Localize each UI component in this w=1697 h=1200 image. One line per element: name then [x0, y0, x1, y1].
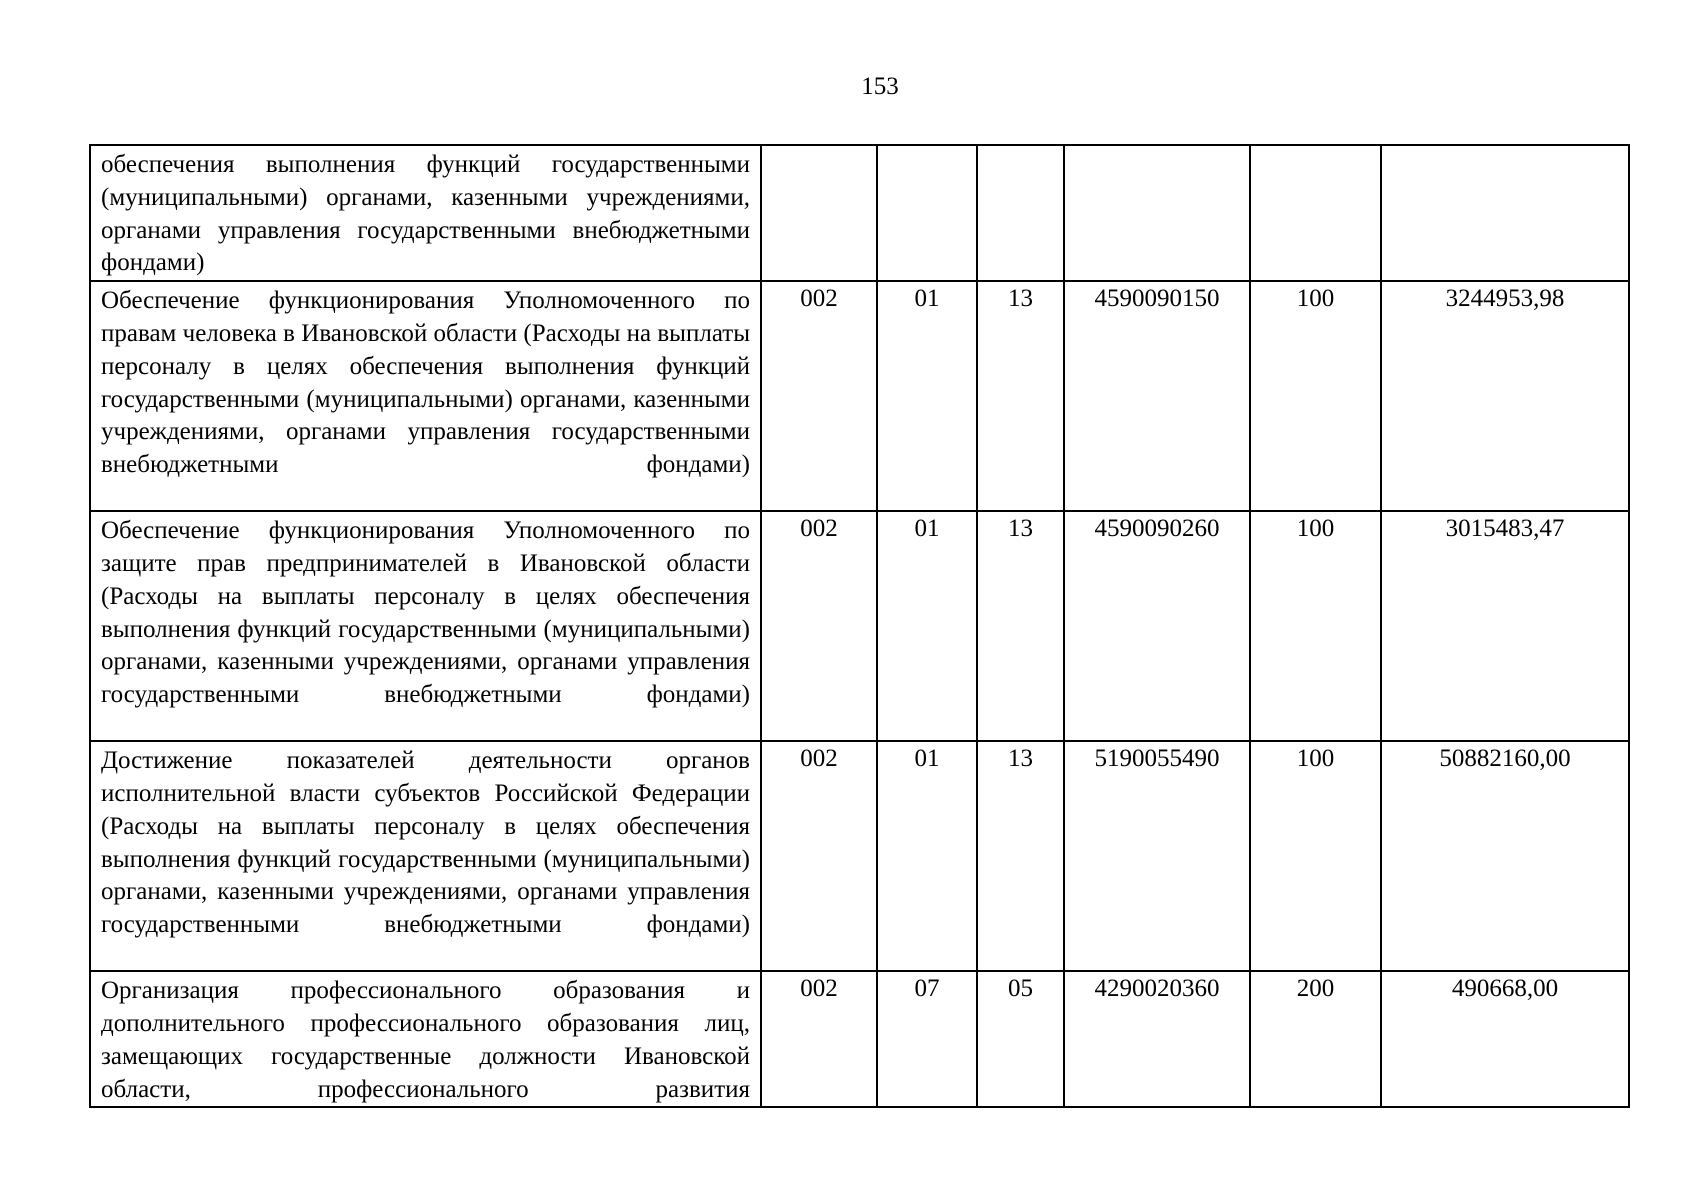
- target-article-code: 4590090260: [1064, 511, 1250, 741]
- target-article-code: 4590090150: [1064, 281, 1250, 511]
- section-code: 01: [877, 281, 977, 511]
- table-row: [90, 741, 1629, 971]
- ministry-code: 002: [761, 281, 877, 511]
- subsection-code: 13: [977, 741, 1064, 971]
- expense-type-code: [1250, 145, 1381, 281]
- row-description: Достижение показателей деятельности органов исполнительной власти субъектов Российской Федерации (Расходы на выплаты персоналу в целях обеспечения выполнения функций государственными (муниципальными) органами, казенными учреждениями, органами управления государственными внебюджетными фондами): [90, 741, 761, 971]
- target-article-code: 5190055490: [1064, 741, 1250, 971]
- ministry-code: 002: [761, 741, 877, 971]
- expense-type-code: 100: [1250, 281, 1381, 511]
- subsection-code: [977, 145, 1064, 281]
- page-number: 153: [861, 73, 899, 100]
- section-code: [877, 145, 977, 281]
- row-description: Обеспечение функционирования Уполномоченного по правам человека в Ивановской области (Расходы на выплаты персоналу в целях обеспечения выполнения функций государственными (муниципальными) органами, казенными учреждениями, органами управления государственными внебюджетными фондами): [90, 281, 761, 511]
- table-row: [90, 281, 1629, 511]
- row-description: Обеспечение функционирования Уполномоченного по защите прав предпринимателей в Ивановской области (Расходы на выплаты персоналу в целях обеспечения выполнения функций государственными (муниципальными) органами, казенными учреждениями, органами управления государственными внебюджетными фондами): [90, 511, 761, 741]
- amount-value: [1381, 145, 1629, 281]
- section-code: 01: [877, 511, 977, 741]
- row-description: обеспечения выполнения функций государственными (муниципальными) органами, казенными учреждениями, органами управления государственными внебюджетными фондами): [90, 145, 761, 281]
- target-article-code: 4290020360: [1064, 971, 1250, 1107]
- ministry-code: [761, 145, 877, 281]
- subsection-code: 13: [977, 281, 1064, 511]
- target-article-code: [1064, 145, 1250, 281]
- table-row: [90, 511, 1629, 741]
- subsection-code: 05: [977, 971, 1064, 1107]
- expense-type-code: 100: [1250, 511, 1381, 741]
- subsection-code: 13: [977, 511, 1064, 741]
- section-code: 01: [877, 741, 977, 971]
- amount-value: 490668,00: [1381, 971, 1629, 1107]
- amount-value: 3015483,47: [1381, 511, 1629, 741]
- amount-value: 3244953,98: [1381, 281, 1629, 511]
- table-row: [90, 971, 1629, 1107]
- budget-table: [89, 144, 1630, 1108]
- expense-type-code: 100: [1250, 741, 1381, 971]
- ministry-code: 002: [761, 511, 877, 741]
- amount-value: 50882160,00: [1381, 741, 1629, 971]
- section-code: 07: [877, 971, 977, 1107]
- expense-type-code: 200: [1250, 971, 1381, 1107]
- table-row: [90, 145, 1629, 281]
- row-description: Организация профессионального образования и дополнительного профессионального образования лиц, замещающих государственные должности Ивановской области, профессионального развития: [90, 971, 761, 1107]
- ministry-code: 002: [761, 971, 877, 1107]
